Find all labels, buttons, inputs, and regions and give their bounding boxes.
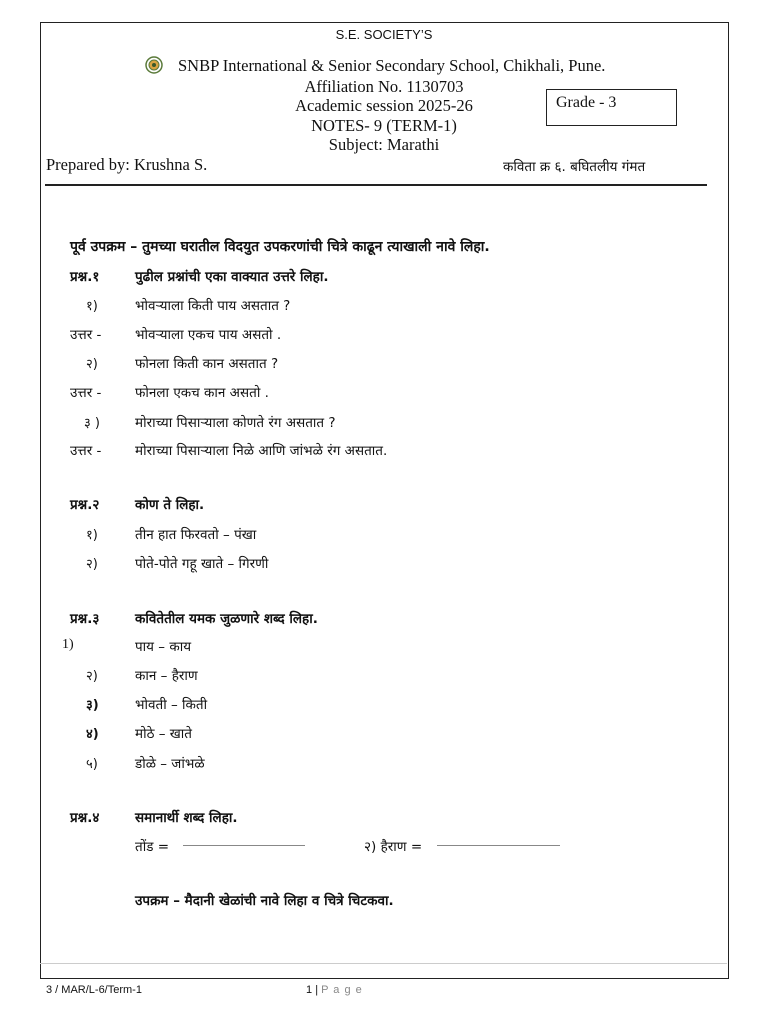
q4-label: प्रश्न.४	[70, 810, 100, 826]
footer-code: 3 / MAR/L-6/Term-1	[46, 984, 142, 996]
q3-item-4-text: मोठे – खाते	[135, 726, 192, 742]
q1-item-1-number: १)	[86, 299, 98, 314]
academic-session: Academic session 2025-26	[295, 96, 473, 115]
q2-label: प्रश्न.२	[70, 497, 100, 513]
q2-item-2-text: पोते-पोते गहू खाते – गिरणी	[135, 556, 269, 572]
q4-answer-blank-1	[183, 845, 305, 846]
notes-title: NOTES- 9 (TERM-1)	[311, 116, 457, 135]
q1-item-2-answer-label: उत्तर -	[70, 385, 102, 401]
poem-title: कविता क्र ६. बघितलीय गंमत	[503, 159, 646, 175]
q4-item-1: तोंड =	[135, 839, 170, 855]
prepared-by: Prepared by: Krushna S.	[46, 155, 208, 174]
q3-label: प्रश्न.३	[70, 611, 100, 627]
q1-label: प्रश्न.१	[70, 269, 100, 285]
post-activity: उपक्रम – मैदानी खेळांची नावे लिहा व चित्रे चिटकवा.	[135, 893, 394, 909]
q1-item-2-number: २)	[86, 357, 98, 372]
q4-item-2: २) हैराण =	[364, 839, 423, 855]
q2-item-1-number: १)	[86, 528, 98, 543]
school-name: SNBP International & Senior Secondary School, Chikhali, Pune.	[178, 56, 606, 75]
q2-item-1-text: तीन हात फिरवतो – पंखा	[135, 527, 257, 543]
q3-title: कवितेतील यमक जुळणारे शब्द लिहा.	[135, 611, 318, 627]
q3-item-3-number: ३)	[86, 698, 99, 713]
q2-item-2-number: २)	[86, 557, 98, 572]
q1-item-1-question: भोवऱ्याला किती पाय असतात ?	[135, 298, 291, 314]
q1-item-3-number: ३ )	[84, 416, 100, 431]
q3-item-5-text: डोळे – जांभळे	[135, 756, 205, 772]
page-word: P a g e	[321, 984, 363, 996]
q3-item-5-number: ५)	[86, 757, 98, 772]
footer-divider	[40, 963, 727, 964]
q3-item-2-number: २)	[86, 669, 98, 684]
q1-item-2-question: फोनला किती कान असतात ?	[135, 356, 279, 372]
q1-item-3-question: मोराच्या पिसाऱ्याला कोणते रंग असतात ?	[135, 415, 336, 431]
subject-title: Subject: Marathi	[328, 135, 440, 154]
q3-item-4-number: ४)	[86, 727, 99, 742]
header-divider	[45, 184, 707, 186]
grade-box: Grade - 3	[546, 89, 677, 126]
affiliation-number: Affiliation No. 1130703	[304, 77, 464, 96]
pre-activity: पूर्व उपक्रम – तुमच्या घरातील विदयुत उपकरणांची चित्रे काढून त्याखाली नावे लिहा.	[70, 239, 490, 255]
q4-title: समानार्थी शब्द लिहा.	[135, 810, 238, 826]
page-separator: |	[315, 984, 319, 996]
q3-item-1-text: पाय – काय	[135, 639, 192, 655]
q3-item-1-number: 1)	[62, 637, 74, 652]
q4-answer-blank-2	[437, 845, 560, 846]
q1-title: पुढील प्रश्नांची एका वाक्यात उत्तरे लिहा.	[135, 269, 329, 285]
q3-item-2-text: कान – हैराण	[135, 668, 198, 684]
q1-item-1-answer-label: उत्तर -	[70, 327, 102, 343]
footer-page-number	[306, 984, 363, 996]
q1-item-3-answer: मोराच्या पिसाऱ्याला निळे आणि जांभळे रंग असतात.	[135, 443, 388, 459]
page-number: 1	[306, 984, 313, 996]
q1-item-3-answer-label: उत्तर -	[70, 443, 102, 459]
society-name: S.E. SOCIETY’S	[335, 27, 433, 42]
school-crest-icon	[145, 56, 163, 74]
q1-item-2-answer: फोनला एकच कान असतो .	[135, 385, 269, 401]
q3-item-3-text: भोवती – किती	[135, 697, 208, 713]
q2-title: कोण ते लिहा.	[135, 497, 205, 513]
q1-item-1-answer: भोवऱ्याला एकच पाय असतो .	[135, 327, 282, 343]
